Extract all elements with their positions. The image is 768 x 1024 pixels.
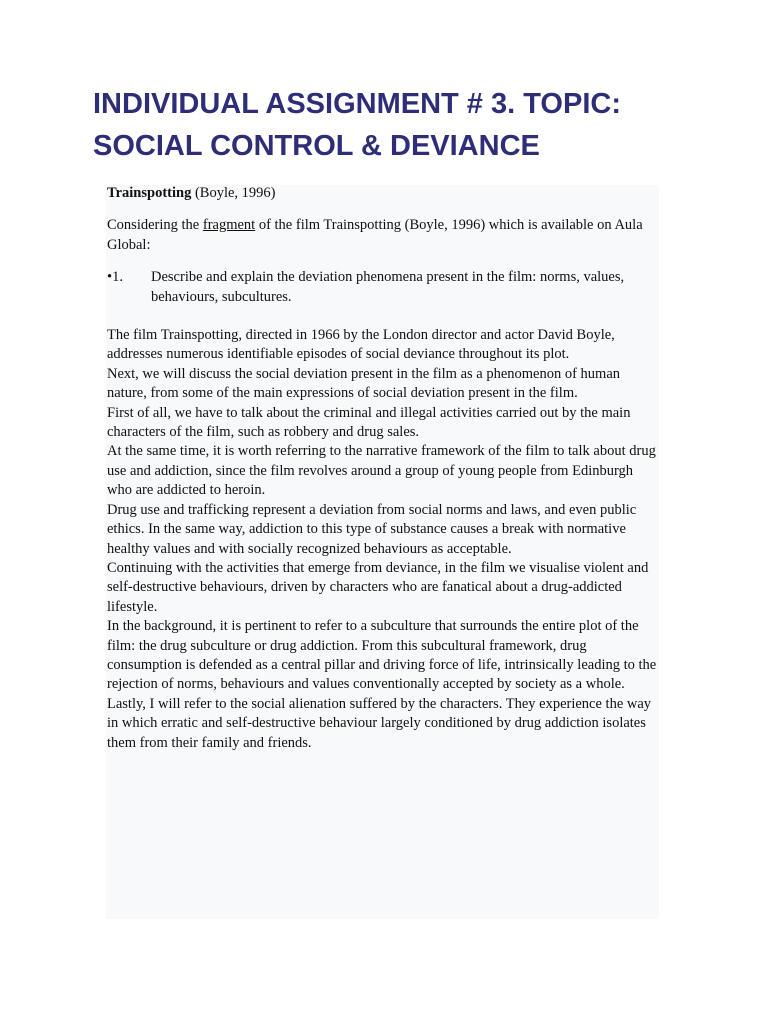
title-line-2: SOCIAL CONTROL & DEVIANCE (93, 130, 540, 162)
intro-text-start: Considering the (107, 217, 203, 234)
title-line-1: INDIVIDUAL ASSIGNMENT # 3. TOPIC: (93, 88, 621, 120)
body-paragraph: Lastly, I will refer to the social alienation suffered by the characters. They experience the way in which erratic and self-destructive behaviour largely conditioned by drug addiction isolates them from their family and friends. (107, 695, 652, 751)
document-heading (107, 184, 659, 203)
body-paragraph: The film Trainspotting, directed in 1966 by the London director and actor David Boyle, addresses numerous identifiable episodes of social deviance throughout its plot. (107, 327, 615, 363)
film-citation: (Boyle, 1996) (191, 185, 276, 201)
fragment-link-text: fragment (202, 217, 256, 234)
document-body (107, 184, 659, 753)
body-paragraph: Next, we will discuss the social deviation present in the film as a phenomenon of human nature, from some of the main expressions of social deviation present in the film. (107, 365, 621, 402)
body-paragraph: In the background, it is pertinent to refer to a subculture that surrounds the entire plot of the film: the drug subculture or drug addiction. From this subcultural framework, drug consumption is defended as a central pillar and driving force of life, intrinsically leading to the rejection of norms, behaviours and values conventionally accepted by society as a whole. (107, 618, 657, 693)
question-item (107, 268, 659, 307)
body-paragraph: First of all, we have to talk about the criminal and illegal activities carried out by the main characters of the film, such as robbery and drug sales. (107, 404, 631, 441)
intro-paragraph (107, 216, 659, 255)
film-title: Trainspotting (107, 185, 192, 201)
question-text: Describe and explain the deviation phenomena present in the film: norms, values, behaviours, subcultures. (151, 269, 625, 305)
body-paragraph: Continuing with the activities that emerge from deviance, in the film we visualise violent and self-destructive behaviours, driven by characters who are fanatical about a drug-addicted lifestyle. (107, 559, 649, 615)
page-title (93, 83, 693, 167)
body-paragraph: Drug use and trafficking represent a deviation from social norms and laws, and even public ethics. In the same way, addiction to this type of substance causes a break with normative healthy values and with socially recognized behaviours as acceptable. (107, 501, 637, 557)
intro-text-end: of the film Trainspotting (Boyle, 1996) which is available on Aula Global: (107, 217, 643, 253)
body-paragraph: At the same time, it is worth referring to the narrative framework of the film to talk about drug use and addiction, since the film revolves around a group of young people from Edinburgh who are addicted to heroin. (107, 443, 656, 499)
question-number: •1. (107, 269, 123, 286)
